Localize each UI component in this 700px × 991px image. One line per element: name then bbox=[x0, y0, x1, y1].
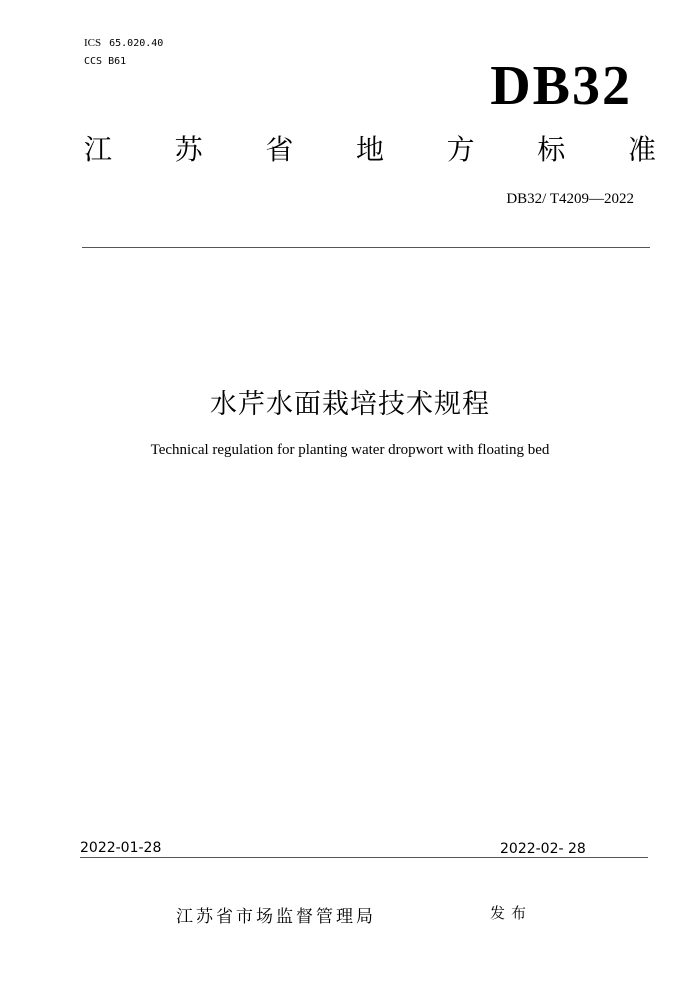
standard-type-char: 地 bbox=[355, 133, 384, 166]
document-title-english: Technical regulation for planting water dropwort with floating bed bbox=[150, 442, 550, 458]
standard-type-char: 准 bbox=[627, 133, 656, 166]
header-divider bbox=[82, 247, 650, 248]
standard-type-char: 方 bbox=[446, 133, 475, 166]
document-title-chinese: 水芹水面栽培技术规程 bbox=[210, 389, 490, 420]
standard-number: DB32/ T4209—2022 bbox=[506, 191, 634, 207]
ics-line bbox=[84, 37, 163, 49]
standard-type-heading bbox=[84, 133, 656, 166]
standard-type-char: 江 bbox=[84, 133, 113, 166]
db32-logo: DB32 bbox=[490, 55, 632, 117]
ics-label: ICS bbox=[84, 37, 102, 49]
issue-date: 2022-01-28 bbox=[80, 840, 162, 856]
footer-divider bbox=[80, 857, 648, 858]
issuing-authority: 江苏省市场监督管理局 bbox=[176, 907, 376, 927]
standard-type-char: 苏 bbox=[174, 133, 203, 166]
standard-type-char: 标 bbox=[537, 133, 566, 166]
publish-label: 发布 bbox=[490, 904, 533, 922]
implementation-date: 2022-02- 28 bbox=[500, 841, 586, 857]
ccs-code: CCS B61 bbox=[84, 56, 127, 67]
standard-type-char: 省 bbox=[265, 133, 294, 166]
ics-code: 65.020.40 bbox=[109, 38, 164, 49]
